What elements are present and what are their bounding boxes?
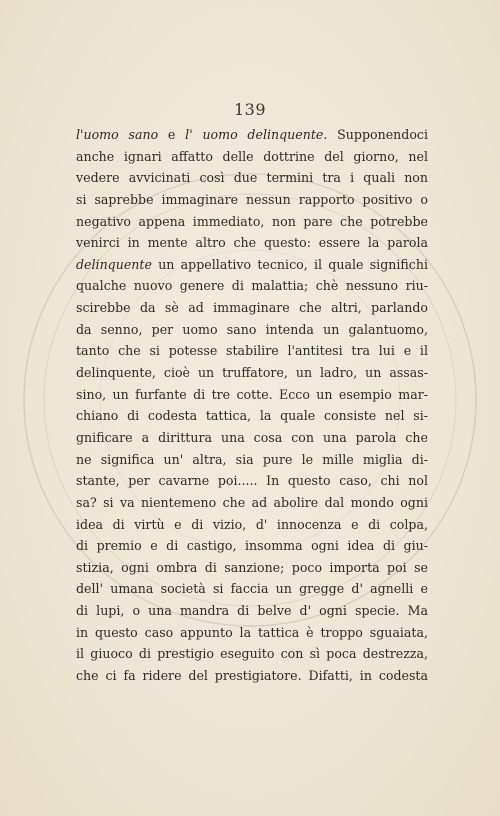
text-segment: sa? si va nientemeno che ad abolire dal mondo ogni: [76, 494, 428, 510]
text-segment: dell' umana società si faccia un gregge d' agnelli e: [76, 581, 428, 597]
text-line: [76, 146, 428, 168]
text-line: [76, 578, 428, 600]
text-segment: si saprebbe immaginare nessun rapporto positivo o: [76, 191, 428, 207]
text-segment: sino, un furfante di tre cotte. Ecco un esempio mar-: [76, 386, 428, 402]
text-line: [76, 514, 428, 536]
text-line: [76, 275, 428, 297]
text-segment: in questo caso appunto la tattica è troppo sguaiata,: [76, 624, 428, 640]
text-line: [76, 189, 428, 211]
italic-term: delinquente: [76, 256, 152, 272]
text-line: [76, 384, 428, 406]
text-line: [76, 449, 428, 471]
text-line: [76, 232, 428, 254]
text-line: [76, 643, 428, 665]
text-line: [76, 319, 428, 341]
text-line: [76, 492, 428, 514]
text-line: [76, 362, 428, 384]
text-segment: scirebbe da sè ad immaginare che altri, parlando: [76, 300, 428, 316]
text-segment: da senno, per uomo sano intenda un galantuomo,: [76, 321, 428, 337]
text-line: [76, 405, 428, 427]
text-line: [76, 535, 428, 557]
text-segment: qualche nuovo genere di malattia; chè nessuno riu-: [76, 278, 428, 294]
text-segment: idea di virtù e di vizio, d' innocenza e di colpa,: [76, 516, 428, 532]
text-segment: e: [158, 127, 186, 142]
text-line: [76, 167, 428, 189]
text-line: [76, 254, 428, 276]
text-line: [76, 340, 428, 362]
text-line: [76, 211, 428, 233]
text-segment: gnificare a dirittura una cosa con una parola che: [76, 429, 428, 445]
text-line: [76, 600, 428, 622]
text-segment: tanto che si potesse stabilire l'antitesi tra lui e il: [76, 343, 428, 359]
text-segment: delinquente, cioè un truffatore, un ladro, un assas-: [76, 365, 428, 381]
text-line: [76, 297, 428, 319]
text-line: [76, 665, 428, 687]
text-segment: di premio e di castigo, insomma ogni idea di giu-: [76, 538, 428, 554]
text-segment: negativo appena immediato, non pare che potrebbe: [76, 213, 428, 229]
page-number: 139: [233, 100, 267, 119]
text-segment: venirci in mente altro che questo: essere la parola: [76, 235, 428, 251]
text-line: [76, 622, 428, 644]
italic-term: l'uomo sano: [76, 127, 159, 142]
text-line: [76, 557, 428, 579]
text-line: [76, 124, 428, 146]
body-text: [76, 124, 428, 687]
text-line: [76, 427, 428, 449]
text-segment: che ci fa ridere del prestigiatore. Difatti, in codesta: [76, 668, 428, 684]
text-segment: anche ignari affatto delle dottrine del giorno, nel: [76, 148, 428, 164]
text-segment: chiano di codesta tattica, la quale consiste nel si-: [76, 408, 428, 424]
text-segment: stante, per cavarne poi..... In questo caso, chi nol: [76, 473, 428, 489]
text-segment: ne significa un' altra, sia pure le mille miglia di-: [76, 451, 428, 467]
text-segment: un appellativo tecnico, il quale significhi: [151, 256, 428, 272]
italic-term: l' uomo delinquente: [185, 127, 324, 142]
text-segment: stizia, ogni ombra di sanzione; poco importa poi se: [76, 559, 428, 575]
text-segment: di lupi, o una mandra di belve d' ogni specie. Ma: [76, 603, 428, 619]
text-line: [76, 470, 428, 492]
text-segment: il giuoco di prestigio eseguito con sì poca destrezza,: [76, 646, 428, 662]
text-segment: vedere avvicinati così due termini tra i quali non: [76, 170, 428, 186]
text-segment: . Supponendoci: [323, 127, 428, 142]
